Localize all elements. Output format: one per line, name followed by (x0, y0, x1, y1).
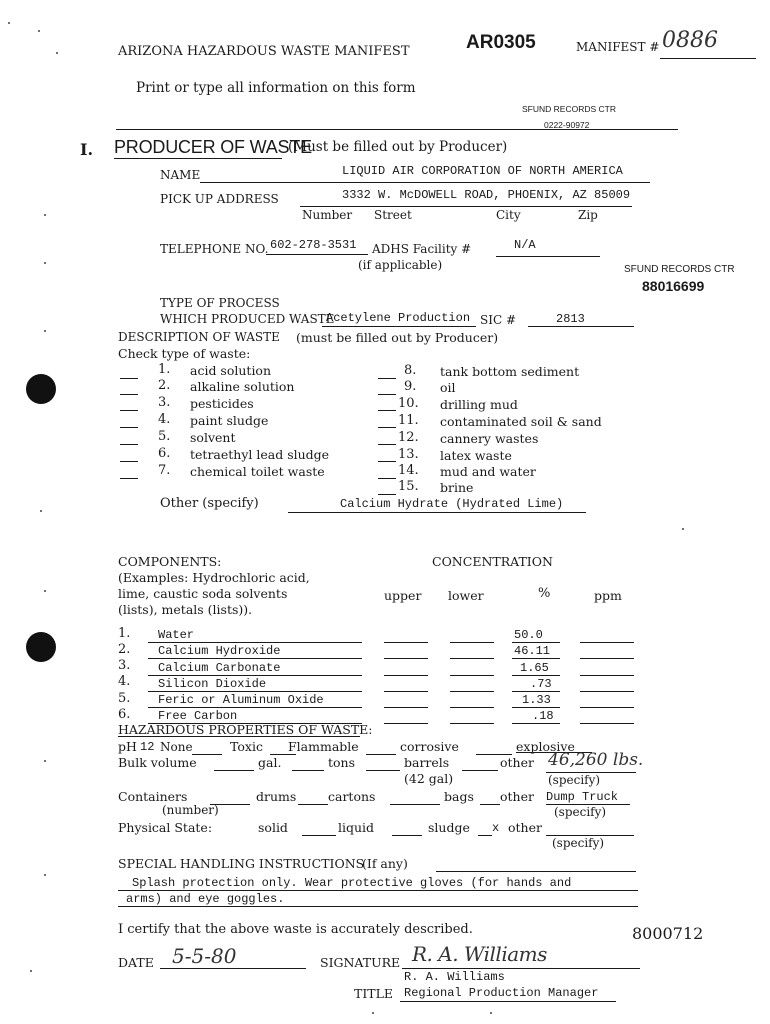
bulk-other-pre-line (462, 770, 498, 771)
bulk-other: other (500, 755, 534, 770)
lower-line (450, 642, 494, 643)
process-which-label: WHICH PRODUCED WASTE (160, 312, 335, 326)
component-num: 4. (118, 674, 131, 689)
special-label: SPECIAL HANDLING INSTRUCTIONS (118, 856, 365, 871)
waste-label: tetraethyl lead sludge (190, 447, 330, 462)
scan-speck (372, 1012, 374, 1014)
ppm-line (580, 658, 634, 659)
physical-label: Physical State: (118, 820, 213, 835)
waste-label: brine (440, 480, 474, 495)
physical-specify: (specify) (552, 836, 605, 850)
scan-speck (56, 52, 58, 54)
waste-checkbox[interactable] (120, 410, 138, 411)
waste-checkbox[interactable] (378, 444, 396, 445)
scan-speck (44, 590, 46, 592)
bulk-barrels-note: (42 gal) (404, 771, 454, 786)
containers-label: Containers (118, 789, 188, 804)
scan-speck (44, 330, 46, 332)
name-line (200, 182, 650, 183)
lower-line (450, 658, 494, 659)
punch-hole-icon (26, 374, 56, 404)
waste-num: 8. (404, 363, 417, 378)
pct-line (512, 658, 560, 659)
component-name: Calcium Hydroxide (158, 644, 281, 658)
telephone-value: 602-278-3531 (270, 238, 357, 252)
waste-label: solvent (190, 430, 236, 445)
scan-speck (38, 30, 40, 32)
pct-line (512, 707, 560, 708)
physical-solid-line (302, 835, 336, 836)
containers-cartons: cartons (328, 789, 376, 804)
ph-value: 12 (140, 740, 155, 754)
other-label: Other (specify) (160, 496, 259, 511)
waste-label: chemical toilet waste (190, 464, 325, 479)
title-line (400, 1001, 616, 1002)
telephone-line (266, 254, 368, 255)
physical-sludge-line (478, 835, 492, 836)
col-pct: % (538, 586, 551, 601)
certify-statement: I certify that the above waste is accurately described. (118, 922, 473, 937)
component-pct: 1.33 (522, 693, 551, 707)
bulk-tons: tons (328, 755, 356, 770)
name-value: LIQUID AIR CORPORATION OF NORTH AMERICA (342, 164, 623, 178)
bulk-specify: (specify) (548, 773, 601, 787)
bulk-gal: gal. (258, 755, 282, 770)
waste-num: 3. (158, 395, 171, 410)
special-line-2: arms) and eye goggles. (126, 892, 285, 906)
waste-num: 2. (158, 378, 171, 393)
waste-label: alkaline solution (190, 379, 295, 394)
signature-label: SIGNATURE (320, 955, 401, 970)
component-num: 1. (118, 626, 131, 641)
containers-cartons-line (390, 804, 440, 805)
scan-speck (44, 214, 46, 216)
process-line (322, 326, 476, 327)
upper-line (384, 707, 428, 708)
waste-checkbox[interactable] (120, 478, 138, 479)
component-name-line (148, 675, 362, 676)
waste-label: mud and water (440, 464, 536, 479)
ppm-line (580, 642, 634, 643)
corrosive: corrosive (400, 739, 459, 754)
waste-checkbox[interactable] (378, 410, 396, 411)
lower-line (450, 675, 494, 676)
components-examples-1: (Examples: Hydrochloric acid, (118, 570, 310, 585)
ph-label: pH (118, 739, 137, 754)
adhs-note: (if applicable) (358, 258, 443, 272)
waste-num: 6. (158, 446, 171, 461)
component-num: 6. (118, 707, 131, 722)
manifest-number-line (660, 58, 756, 59)
waste-checkbox[interactable] (120, 444, 138, 445)
component-pct: .18 (532, 709, 554, 723)
properties-heading-underline (118, 736, 360, 737)
physical-other: other (508, 820, 542, 835)
component-pct: 46.11 (514, 644, 551, 658)
explosive: explosive (516, 739, 575, 754)
col-ppm: ppm (594, 588, 622, 603)
addr-zip-label: Zip (578, 208, 598, 222)
col-upper: upper (384, 588, 422, 603)
properties-heading: HAZARDOUS PROPERTIES OF WASTE: (118, 722, 373, 737)
lower-line (450, 691, 494, 692)
scan-speck (682, 528, 684, 530)
components-examples-3: (lists), metals (lists)). (118, 602, 253, 617)
waste-checkbox[interactable] (378, 427, 396, 428)
component-name: Feric or Aluminum Oxide (158, 693, 324, 707)
component-name: Free Carbon (158, 709, 238, 723)
ph-none: None (160, 740, 193, 754)
waste-checkbox[interactable] (120, 461, 138, 462)
component-pct: 50.0 (514, 628, 543, 642)
containers-specify: (specify) (554, 805, 607, 819)
flammable-line (366, 754, 396, 755)
component-name-line (148, 691, 362, 692)
components-examples-2: lime, caustic soda solvents (118, 586, 288, 601)
section-title: PRODUCER OF WASTE (114, 137, 312, 157)
waste-num: 15. (398, 479, 419, 494)
waste-num: 10. (398, 396, 419, 411)
waste-checkbox[interactable] (120, 378, 138, 379)
upper-line (384, 691, 428, 692)
header-rule (116, 129, 678, 130)
bulk-label: Bulk volume (118, 755, 197, 770)
bulk-gal-line (214, 770, 254, 771)
doc-number: 8000712 (632, 924, 704, 943)
waste-num: 9. (404, 379, 417, 394)
section-title-underline (114, 158, 282, 159)
scan-speck (44, 262, 46, 264)
waste-label: cannery wastes (440, 431, 539, 446)
containers-drums: drums (256, 789, 297, 804)
waste-checkbox[interactable] (378, 394, 396, 395)
component-name-line (148, 658, 362, 659)
sic-value: 2813 (556, 312, 585, 326)
waste-checkbox[interactable] (120, 427, 138, 428)
special-line-1-rule (118, 890, 638, 891)
scan-speck (490, 1012, 492, 1014)
upper-line (384, 675, 428, 676)
lower-line (450, 723, 494, 724)
sic-label: SIC # (480, 313, 517, 327)
waste-num: 12. (398, 430, 419, 445)
special-line-2-rule (118, 906, 638, 907)
scan-speck (40, 510, 42, 512)
form-title: ARIZONA HAZARDOUS WASTE MANIFEST (118, 44, 410, 59)
sfund-stamp-top: SFUND RECORDS CTR (522, 104, 616, 114)
waste-label: tank bottom sediment (440, 364, 580, 379)
bulk-other-value: 46,260 lbs. (548, 750, 644, 770)
waste-label: oil (440, 380, 456, 395)
flammable: Flammable (288, 739, 359, 754)
title-label: TITLE (354, 986, 394, 1001)
signature-value[interactable]: R. A. Williams (412, 942, 547, 966)
pickup-label: PICK UP ADDRESS (160, 192, 279, 206)
pct-line (512, 642, 560, 643)
adhs-label: ADHS Facility # (372, 242, 472, 256)
other-line (288, 512, 586, 513)
waste-num: 13. (398, 447, 419, 462)
scan-speck (44, 874, 46, 876)
waste-checkbox[interactable] (378, 494, 396, 495)
punch-hole-icon (26, 632, 56, 662)
waste-checkbox[interactable] (378, 378, 396, 379)
physical-liquid-line (392, 835, 422, 836)
sic-line (528, 326, 634, 327)
waste-label: acid solution (190, 363, 272, 378)
component-num: 2. (118, 642, 131, 657)
physical-solid: solid (258, 820, 288, 835)
date-label: DATE (118, 955, 154, 970)
bulk-barrels: barrels (404, 755, 450, 770)
doc-code: AR0305 (466, 32, 536, 53)
waste-label: contaminated soil & sand (440, 414, 602, 429)
component-name: Calcium Carbonate (158, 661, 281, 675)
waste-checkbox[interactable] (378, 478, 396, 479)
containers-bags-line (480, 804, 500, 805)
waste-checkbox[interactable] (120, 394, 138, 395)
component-num: 5. (118, 691, 131, 706)
component-name: Silicon Dioxide (158, 677, 267, 691)
waste-num: 11. (398, 413, 419, 428)
pct-line (512, 691, 560, 692)
signature-line (402, 968, 640, 969)
scan-speck (44, 760, 46, 762)
name-label: NAME (160, 168, 201, 182)
special-note: (If any) (362, 856, 408, 871)
sfund-stamp-2: SFUND RECORDS CTR (624, 264, 735, 275)
waste-label: paint sludge (190, 413, 269, 428)
waste-label: latex waste (440, 448, 512, 463)
bulk-tons-line (292, 770, 324, 771)
addr-number-label: Number (302, 208, 353, 222)
scan-speck (8, 22, 10, 24)
telephone-label: TELEPHONE NO. (160, 242, 269, 256)
section-number: I. (80, 140, 94, 159)
component-pct: .73 (530, 677, 552, 691)
ppm-line (580, 691, 634, 692)
desc-label: DESCRIPTION OF WASTE (118, 330, 280, 344)
scan-speck (30, 970, 32, 972)
containers-other-value: Dump Truck (546, 790, 619, 804)
pct-line (512, 723, 560, 724)
pct-line (512, 675, 560, 676)
date-value[interactable]: 5-5-80 (172, 944, 237, 968)
printed-name: R. A. Williams (404, 970, 505, 984)
physical-liquid: liquid (338, 820, 375, 835)
upper-line (384, 658, 428, 659)
containers-other: other (500, 789, 534, 804)
ppm-line (580, 707, 634, 708)
ppm-line (580, 723, 634, 724)
pickup-line (300, 206, 632, 207)
manifest-label: MANIFEST # (576, 40, 660, 54)
physical-sludge: sludge (428, 820, 470, 835)
instruction: Print or type all information on this form (136, 80, 416, 96)
special-first-line (436, 871, 636, 872)
section-note: (Must be filled out by Producer) (288, 139, 508, 155)
waste-num: 5. (158, 429, 171, 444)
pickup-value: 3332 W. McDOWELL ROAD, PHOENIX, AZ 85009 (342, 188, 631, 202)
waste-num: 14. (398, 463, 419, 478)
lower-line (450, 707, 494, 708)
manifest-number: 0886 (662, 28, 718, 53)
col-lower: lower (448, 588, 484, 603)
process-type-label: TYPE OF PROCESS (160, 296, 280, 310)
component-name-line (148, 642, 362, 643)
bulk-barrels-line (366, 770, 400, 771)
physical-mark: x (492, 821, 500, 835)
waste-num: 1. (158, 362, 171, 377)
upper-line (384, 723, 428, 724)
waste-label: drilling mud (440, 397, 518, 412)
waste-num: 4. (158, 412, 171, 427)
sfund-stamp-2-number: 88016699 (642, 278, 705, 294)
components-label: COMPONENTS: (118, 554, 222, 569)
title-value: Regional Production Manager (404, 986, 599, 1000)
date-line (160, 968, 306, 969)
sfund-stamp-top-number: 0222-90972 (544, 120, 590, 130)
addr-city-label: City (496, 208, 521, 222)
containers-number: (number) (162, 803, 219, 817)
upper-line (384, 642, 428, 643)
component-name: Water (158, 628, 195, 642)
waste-num: 7. (158, 463, 171, 478)
component-name-line (148, 707, 362, 708)
waste-checkbox[interactable] (378, 461, 396, 462)
desc-note: (must be filled out by Producer) (296, 330, 499, 345)
component-pct: 1.65 (520, 661, 549, 675)
waste-label: pesticides (190, 396, 254, 411)
component-num: 3. (118, 658, 131, 673)
adhs-value: N/A (514, 238, 536, 252)
special-line-1: Splash protection only. Wear protective gloves (for hands and (132, 876, 572, 890)
addr-street-label: Street (374, 208, 412, 222)
process-which-value: Acetylene Production (326, 311, 471, 325)
check-label: Check type of waste: (118, 346, 251, 361)
ppm-line (580, 675, 634, 676)
other-value: Calcium Hydrate (Hydrated Lime) (340, 497, 564, 511)
containers-drums-line (298, 804, 328, 805)
containers-bags: bags (444, 789, 474, 804)
concentration-label: CONCENTRATION (432, 554, 553, 569)
adhs-line (496, 256, 600, 257)
toxic: Toxic (230, 739, 263, 754)
